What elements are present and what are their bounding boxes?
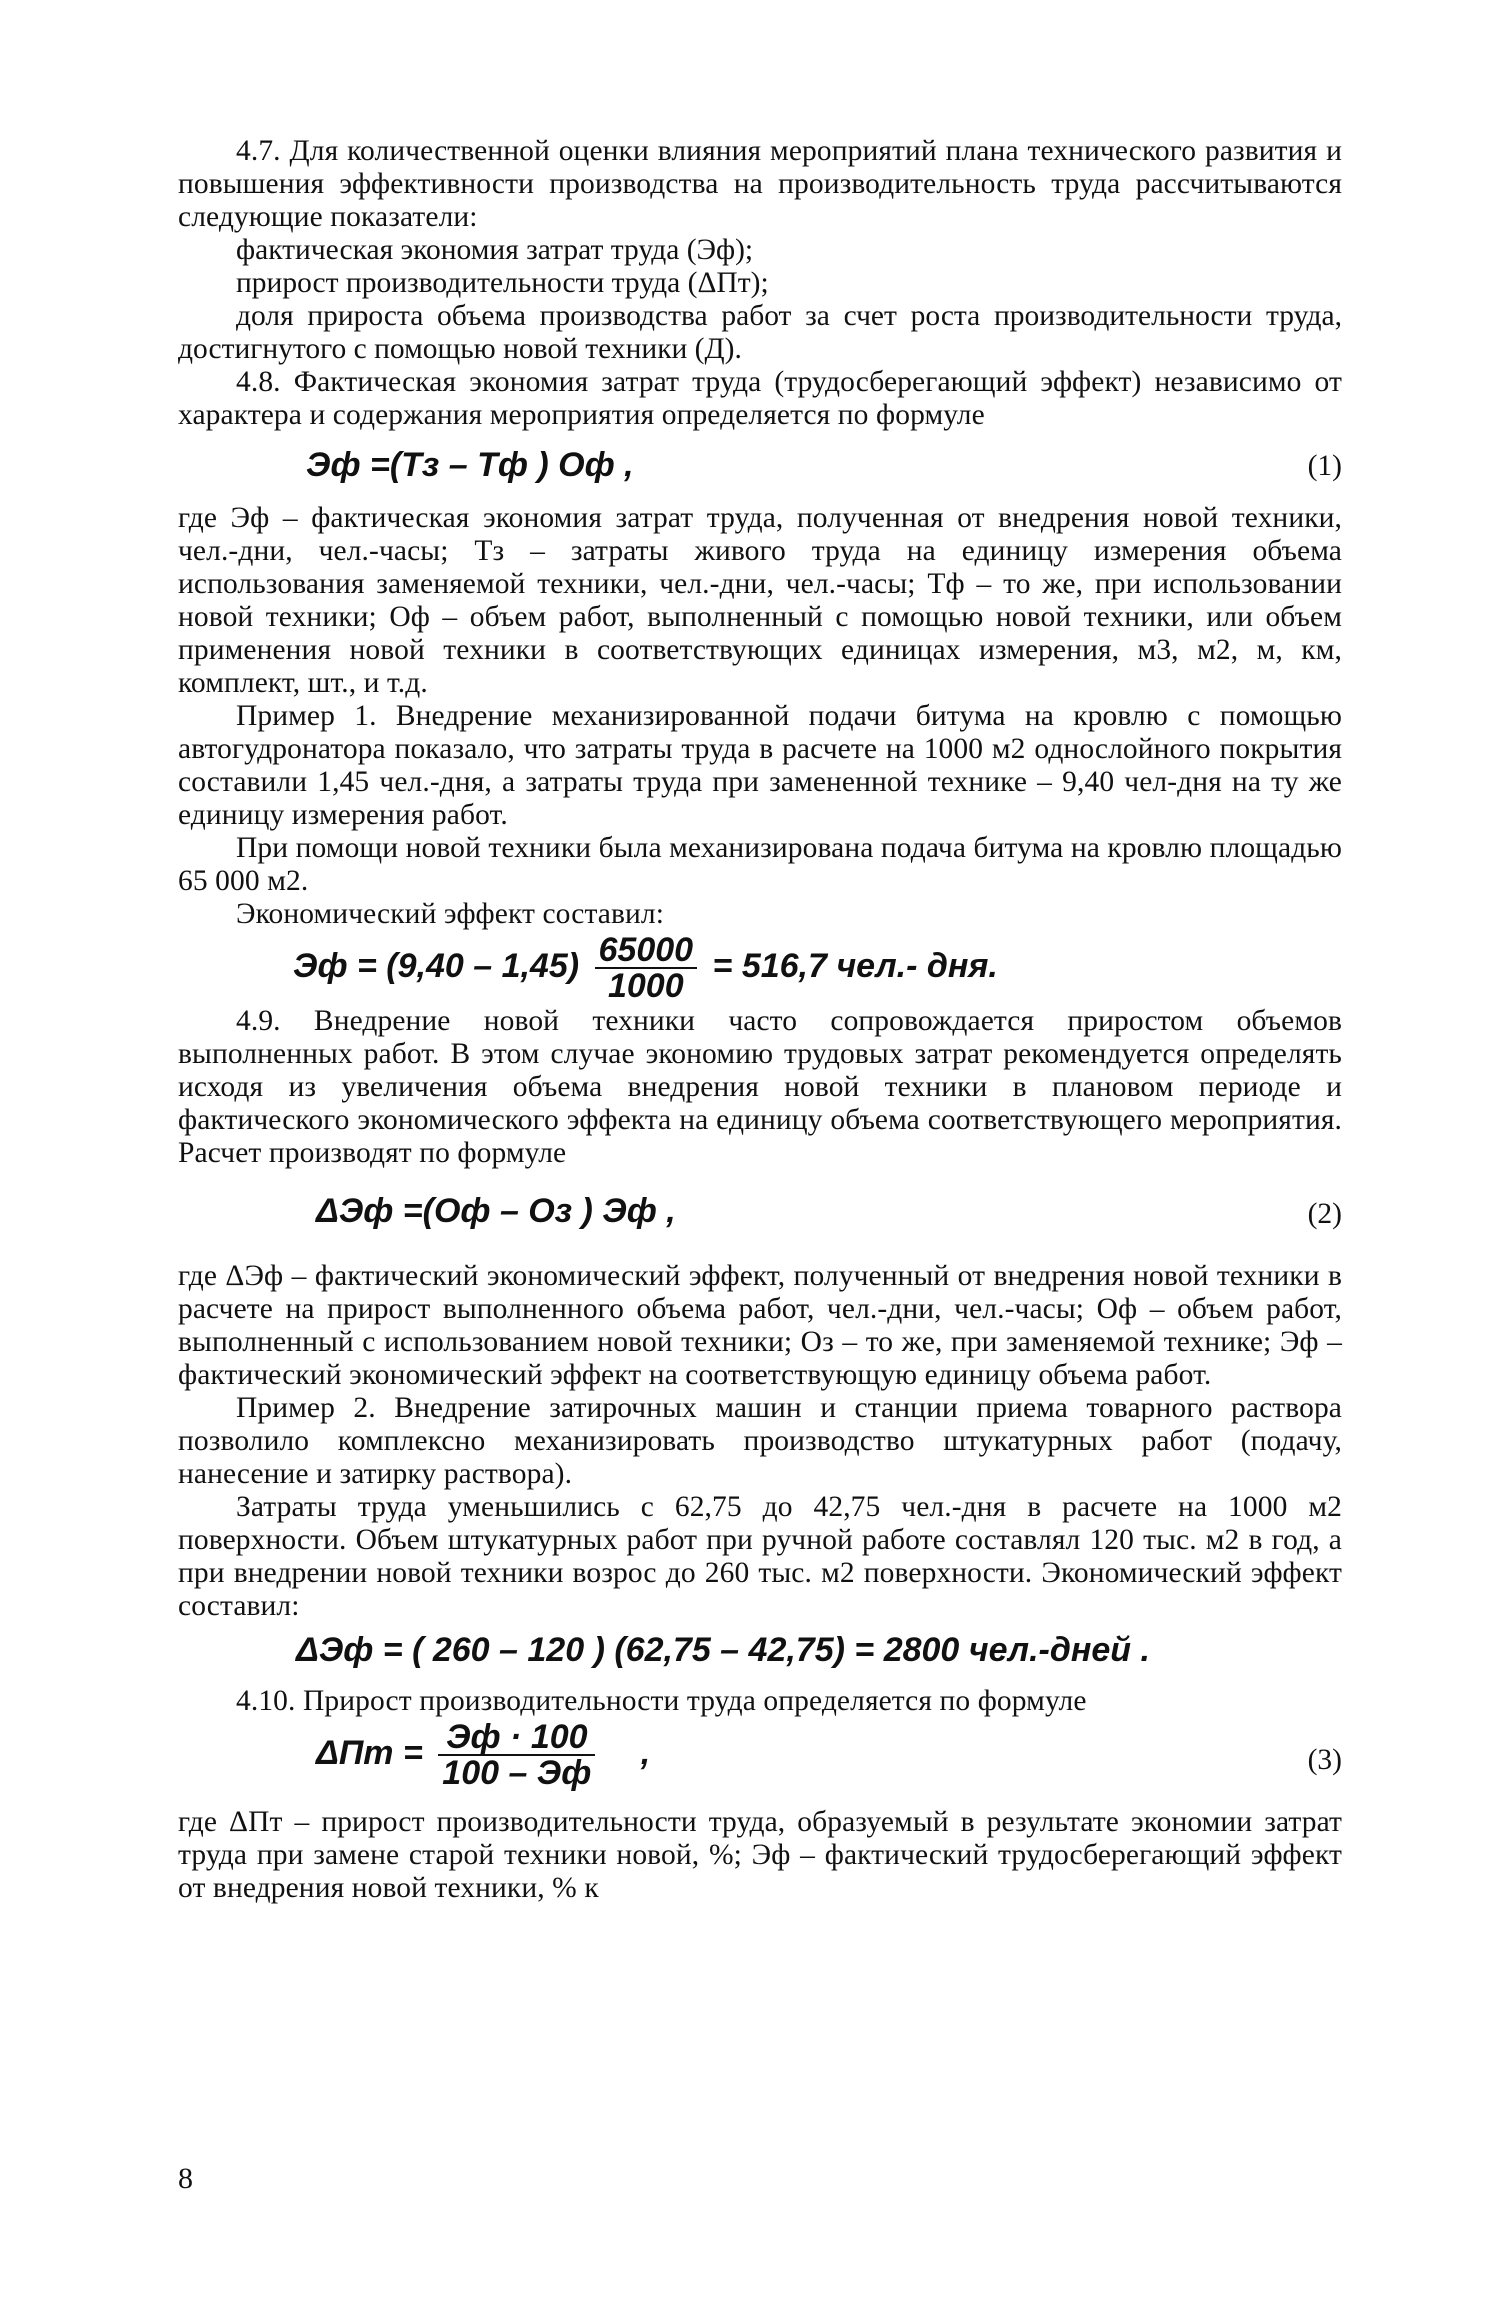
- section-4-8-text: 4.8. Фактическая экономия затрат труда (трудосберегающий эффект) независимо от характера и содержания мероприятия определяется по формуле: [178, 366, 1342, 431]
- formula-3-numerator: Эф · 100: [438, 1720, 595, 1756]
- formula-2-expression: ΔЭф =(Оф – Оз ) Эф ,: [316, 1192, 676, 1230]
- formula-3-comma: ,: [640, 1733, 651, 1772]
- indicator-item-1: фактическая экономия затрат труда (Эф);: [236, 234, 754, 266]
- formula-2-where: где ΔЭф – фактический экономический эффект, полученный от внедрения новой техники в расчете на прирост выполненного объема работ, чел.-дни, чел.-часы; Оф – объем работ, выполненный с использованием новой техники; Оз – то же, при заменяемой технике; Эф – фактический экономический эффект на соответствующую единицу объема работ.: [178, 1260, 1342, 1391]
- calculation-1: [178, 931, 1342, 1005]
- calc-1-numerator: 65000: [595, 933, 698, 969]
- example-1: Пример 1. Внедрение механизированной подачи битума на кровлю с помощью автогудронатора показало, что затраты труда в расчете на 1000 м2 однослойного покрытия составили 1,45 чел.-дня, а затраты труда при замененной технике – 9,40 чел-дня на ту же единицу измерения работ.: [178, 700, 1342, 831]
- section-4-7-intro: 4.7. Для количественной оценки влияния мероприятий плана технического развития и повышения эффективности производства на производительность труда рассчитываются следующие показатели:: [178, 135, 1342, 233]
- example-2-continued: Затраты труда уменьшились с 62,75 до 42,75 чел.-дня в расчете на 1000 м2 поверхности. Объем штукатурных работ при ручной работе составлял 120 тыс. м2 в год, а при внедрении новой техники возрос до 260 тыс. м2 поверхности. Экономический эффект составил:: [178, 1491, 1342, 1622]
- calc-1-denominator: 1000: [607, 967, 684, 1005]
- indicator-item-2: прирост производительности труда (ΔПт);: [236, 267, 769, 299]
- effect-intro-1: Экономический эффект составил:: [236, 898, 665, 930]
- calc-2-expression: ΔЭф = ( 260 – 120 ) (62,75 – 42,75) = 2800 чел.-дней .: [296, 1631, 1150, 1669]
- section-4-10-text: 4.10. Прирост производительности труда определяется по формуле: [236, 1685, 1087, 1717]
- calc-1-left: Эф = (9,40 – 1,45): [293, 946, 580, 985]
- formula-3: [178, 1718, 1342, 1800]
- section-4-9-text: 4.9. Внедрение новой техники часто сопровождается приростом объемов выполненных работ. В этом случае экономию трудовых затрат рекомендуется определять исходя из увеличения объема внедрения новой техники в плановом периоде и фактического экономического эффекта на единицу объема соответствующего мероприятия. Расчет производят по формуле: [178, 1005, 1342, 1169]
- formula-3-lhs: ΔПт =: [316, 1733, 423, 1772]
- formula-3-fraction: [438, 1720, 595, 1790]
- calc-1-fraction: [595, 933, 698, 1003]
- formula-3-where: где ΔПт – прирост производительности труда, образуемый в результате экономии затрат труда при замене старой техники новой, %; Эф – фактический трудосберегающий эффект от внедрения новой техники, % к: [178, 1806, 1342, 1904]
- formula-1-expression: Эф =(Тз – Тф ) Оф ,: [306, 446, 634, 484]
- example-1-continued: При помощи новой техники была механизирована подача битума на кровлю площадью 65 000 м2.: [178, 832, 1342, 897]
- indicator-item-3: доля прироста объема производства работ за счет роста производительности труда, достигнутого с помощью новой техники (Д).: [178, 300, 1342, 365]
- example-2: Пример 2. Внедрение затирочных машин и станции приема товарного раствора позволило комплексно механизировать производство штукатурных работ (подачу, нанесение и затирку раствора).: [178, 1392, 1342, 1490]
- formula-1-number: (1): [1307, 450, 1342, 482]
- formula-3-denominator: 100 – Эф: [442, 1754, 592, 1792]
- calculation-2: [178, 1623, 1342, 1681]
- calc-1-right: = 516,7 чел.- дня.: [712, 946, 998, 985]
- formula-1: [178, 432, 1342, 498]
- formula-2-number: (2): [1307, 1198, 1342, 1230]
- page-number: 8: [178, 2162, 193, 2195]
- formula-3-number: (3): [1307, 1744, 1342, 1776]
- document-page: [178, 135, 1342, 1905]
- formula-2: [178, 1170, 1342, 1250]
- formula-1-where: где Эф – фактическая экономия затрат труда, полученная от внедрения новой техники, чел.-дни, чел.-часы; Тз – затраты живого труда на единицу измерения объема использования заменяемой техники, чел.-дни, чел.-часы; Тф – то же, при использовании новой техники; Оф – объем работ, выполненный с помощью новой техники, или объем применения новой техники в соответствующих единицах измерения, м3, м2, м, км, комплект, шт., и т.д.: [178, 502, 1342, 699]
